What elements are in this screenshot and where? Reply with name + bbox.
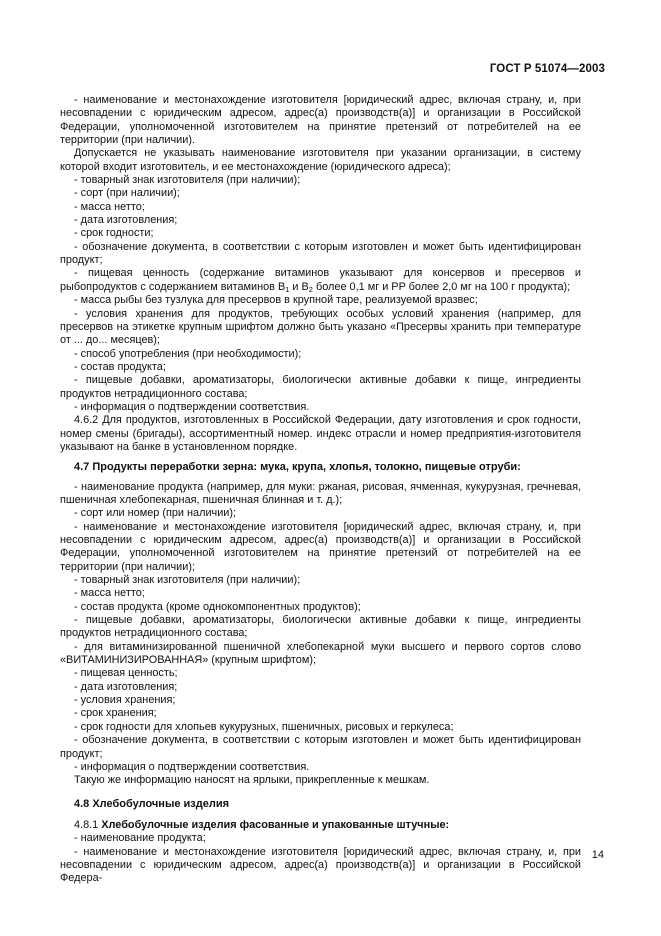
page-body bbox=[60, 94, 581, 886]
list-item: - наименование и местонахождение изготовителя [юридический адрес, включая страну, и, при несовпадении с юридическим адресом, адрес(а) производств(а)] и организации в Российской Федера- bbox=[60, 845, 581, 885]
paragraph: Такую же информацию наносят на ярлыки, прикрепленные к мешкам. bbox=[74, 774, 430, 787]
text-run: более 0,1 мг и PP более 2,0 мг на 100 г продукта); bbox=[312, 280, 571, 293]
subsection-heading bbox=[60, 819, 581, 832]
paragraph: 4.6.2 Для продуктов, изготовленных в Российской Федерации, дату изготовления и срок годности, номер смены (бригады), ассортиментный номер. индекс отрасли и номер предприятия-изготовителя указывают на банке в установленном порядке. bbox=[60, 414, 581, 453]
list-item: - наименование и местонахождение изготовителя [юридический адрес, включая страну, и, при несовпадении с юридическим адресом, адрес(а) производств(а)] и организации в Российской Федерации, уполномоченной изготовителем на принятие претензий от потребителей на ее территории (при наличии); bbox=[60, 520, 581, 573]
section-heading: 4.7 Продукты переработки зерна: мука, крупа, хлопья, толокно, пищевые отруби: bbox=[74, 461, 521, 474]
list-item: - наименование продукта; bbox=[74, 832, 206, 845]
section-heading: 4.8 Хлебобулочные изделия bbox=[74, 797, 230, 810]
list-item: - обозначение документа, в соответствии с которым изготовлен и может быть идентифицирован продукт; bbox=[60, 240, 581, 267]
list-item: - информация о подтверждении соответствия. bbox=[74, 400, 310, 413]
list-item: - состав продукта; bbox=[74, 360, 166, 373]
list-item: - масса нетто; bbox=[74, 587, 145, 600]
list-item: - сорт (при наличии); bbox=[74, 187, 180, 200]
list-item: - дата изготовления; bbox=[74, 680, 178, 693]
list-item: - пищевые добавки, ароматизаторы, биологически активные добавки к пище, ингредиенты продуктов нетрадиционного состава; bbox=[60, 614, 581, 640]
list-item: - сорт или номер (при наличии); bbox=[74, 507, 237, 520]
subsection-title: Хлебобулочные изделия фасованные и упакованные штучные: bbox=[101, 818, 450, 831]
list-item: - наименование продукта (например, для муки: ржаная, рисовая, ячменная, кукурузная, гречневая, пшеничная хлебопекарная, пшеничная блинная и т. д.); bbox=[60, 480, 581, 506]
list-item: - товарный знак изготовителя (при наличии); bbox=[74, 174, 301, 187]
list-item: - состав продукта (кроме однокомпонентных продуктов); bbox=[74, 600, 361, 613]
list-item: - способ употребления (при необходимости); bbox=[74, 347, 302, 360]
text-run: - пищевая ценность (содержание витаминов указывают для консервов и пресервов и рыбопродуктов с содержанием витаминов В bbox=[60, 267, 581, 293]
list-item bbox=[60, 267, 581, 294]
list-item: - обозначение документа, в соответствии с которым изготовлен и может быть идентифицирован продукт; bbox=[60, 734, 581, 760]
list-item: - масса рыбы без тузлука для пресервов в крупной таре, реализуемой вразвес; bbox=[74, 294, 478, 307]
subscript: 2 bbox=[308, 284, 313, 294]
paragraph: - наименование и местонахождение изготовителя [юридический адрес, включая страну, и, при несовпадении с юридическим адресом, адрес(а) производств(а)] и организации в Российской Федерации, уполномоченной изготовителем на принятие претензий от потребителей на ее территории (при наличии). bbox=[60, 94, 581, 147]
document-header: ГОСТ Р 51074—2003 bbox=[489, 63, 605, 75]
list-item: - срок годности; bbox=[74, 227, 154, 240]
paragraph: Допускается не указывать наименование изготовителя при указании организации, в систему которой входит изготовитель, и ее местонахождение (юридического адреса); bbox=[60, 147, 581, 173]
page-number: 14 bbox=[591, 849, 604, 861]
list-item: - условия хранения для продуктов, требующих особых условий хранения (например, для пресервов на этикетке крупным шрифтом должно быть указано «Пресервы хранить при температуре от ... до... месяцев); bbox=[60, 307, 581, 347]
text-run: и В bbox=[289, 280, 309, 293]
list-item: - дата изготовления; bbox=[74, 214, 178, 227]
subsection-number: 4.8.1 bbox=[74, 818, 102, 831]
list-item: - срок хранения; bbox=[74, 707, 157, 720]
list-item: - товарный знак изготовителя (при наличии); bbox=[74, 574, 301, 587]
list-item: - условия хранения; bbox=[74, 694, 176, 707]
list-item: - срок годности для хлопьев кукурузных, пшеничных, рисовых и геркулеса; bbox=[74, 720, 454, 733]
list-item: - пищевые добавки, ароматизаторы, биологически активные добавки к пище, ингредиенты продуктов нетрадиционного состава; bbox=[60, 374, 581, 400]
list-item: - масса нетто; bbox=[74, 200, 145, 213]
list-item: - информация о подтверждении соответствия. bbox=[74, 760, 310, 773]
list-item: - пищевая ценность; bbox=[74, 667, 178, 680]
subscript: 1 bbox=[285, 284, 290, 294]
list-item: - для витаминизированной пшеничной хлебопекарной муки высшего и первого сортов слово «ВИТАМИНИЗИРОВАННАЯ» (крупным шрифтом); bbox=[60, 640, 581, 667]
